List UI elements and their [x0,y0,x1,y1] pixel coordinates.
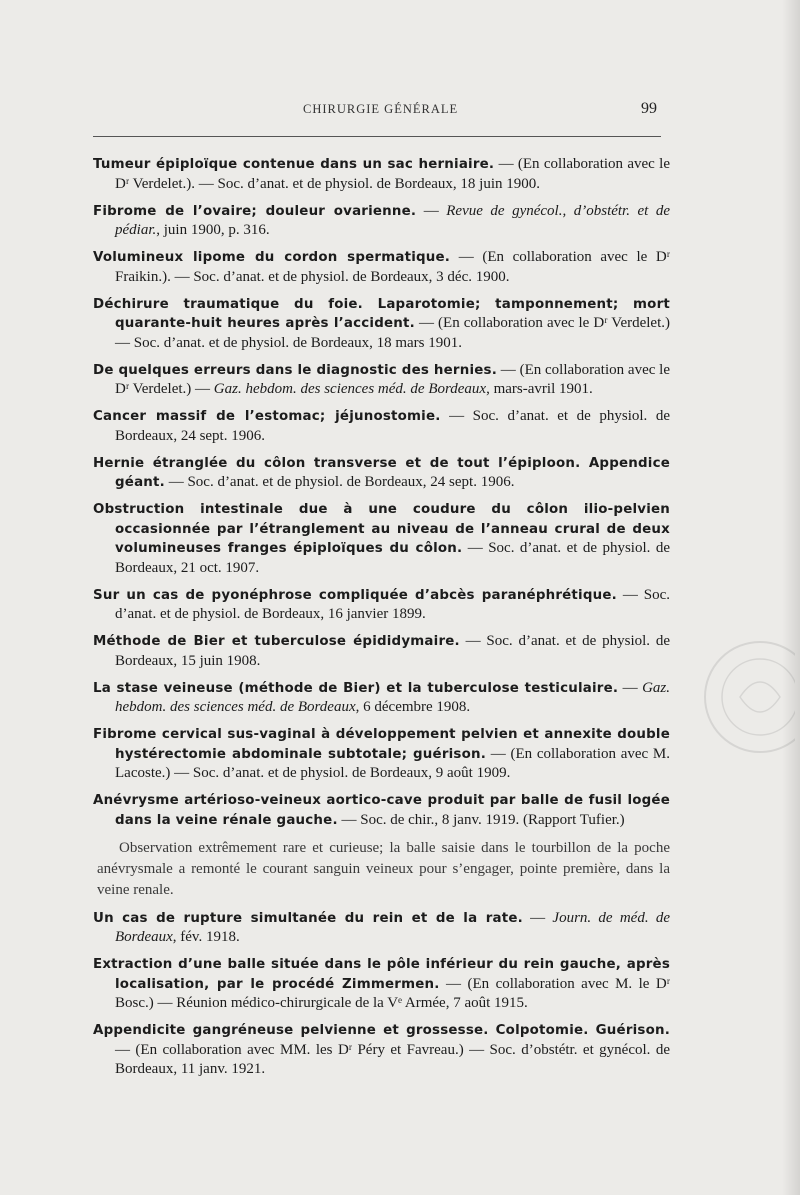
entry-details: — (En collaboration avec le Dʳ Fraikin.). — Soc. d’anat. et de physiol. de Bordeaux, 3 déc. 1900. [115,249,670,285]
entry-title: Tumeur épiploïque contenue dans un sac herniaire. [93,157,495,172]
entry-details: — Soc. d’anat. et de physiol. de Bordeaux, 16 janvier 1899. [115,586,670,622]
bibliography-entry [93,679,670,718]
entry-details: — Soc. d’anat. et de physiol. de Bordeaux, 24 sept. 1906. [164,474,515,490]
entry-details: — (En collaboration avec le Dʳ Verdelet.). — Soc. d’anat. et de physiol. de Bordeaux, 18 juin 1900. [115,156,670,192]
entry-date: , juin 1900, p. 316. [156,222,270,238]
observation-note: Observation extrêmement rare et curieuse; la balle saisie dans le tourbillon de la poche anévrysmale a remonté le courant sanguin veineux pour s’engager, pointe première, dans la veine renale. [97,839,670,898]
bibliography-list [93,155,670,1087]
entry-title: Extraction d’une balle située dans le pôle inférieur du rein gauche, après localisation, par le procédé Zimmermen. [93,957,670,992]
bibliography-entry [93,791,670,830]
entry-journal: Journ. de méd. de Bordeaux [115,909,670,945]
entry-title: Sur un cas de pyonéphrose compliquée d’abcès paranéphrétique. [93,587,617,603]
bibliography-entry [93,586,670,625]
entry-title: Cancer massif de l’estomac; jéjunostomie. [93,409,441,424]
bibliography-entry [93,632,670,671]
entry-details: — (En collaboration avec M. Lacoste.) — Soc. d’anat. et de physiol. de Bordeaux, 9 août 1909. [115,745,671,781]
entry-details: — [522,909,553,926]
bibliography-entry [93,248,670,287]
bibliography-entry [93,295,670,354]
entry-title: Hernie étranglée du côlon transverse et de tout l’épiploon. Appendice géant. [93,455,670,490]
entry-date: , fév. 1918. [172,929,240,945]
entry-details: — [618,679,643,696]
entry-title: Déchirure traumatique du foie. Laparotomie; tamponnement; mort quarante-huit heures après l’accident. [93,296,670,331]
entry-details: — Soc. d’anat. et de physiol. de Bordeaux, 21 oct. 1907. [115,540,670,576]
entry-details: — Soc. de chir., 8 janv. 1919. (Rapport Tufier.) [337,811,625,828]
entry-journal: Gaz. hebdom. des sciences méd. de Bordeaux [115,679,671,715]
page-number: 99 [641,100,657,117]
entry-title: Fibrome cervical sus-vaginal à développement pelvien et annexite double hystérectomie abdominale subtotale; guérison. [93,727,670,762]
bibliography-entry [93,407,670,446]
entry-title: Volumineux lipome du cordon spermatique. [93,250,451,265]
bibliography-entry [93,202,670,241]
bibliography-entry [93,454,670,493]
entry-details: — Soc. d’anat. et de physiol. de Bordeaux, 15 juin 1908. [115,633,670,669]
entry-details: — (En collaboration avec MM. les Dʳ Péry et Favreau.) — Soc. d’obstétr. et gynécol. de Bordeaux, 11 janv. 1921. [115,1041,670,1077]
bibliography-entry [93,725,670,784]
entry-title: Anévrysme artérioso-veineux aortico-cave produit par balle de fusil logée dans la veine rénale gauche. [93,793,670,828]
entry-title: Méthode de Bier et tuberculose épididymaire. [93,634,460,649]
entry-date: , 6 décembre 1908. [355,699,471,715]
bibliography-entry [93,1021,670,1080]
library-stamp-watermark [700,612,795,782]
entry-title: De quelques erreurs dans le diagnostic des hernies. [93,362,498,378]
entry-details: — (En collaboration avec le Dʳ Verdelet.) — [115,361,670,397]
entry-title: Fibrome de l’ovaire; douleur ovarienne. [93,203,417,219]
bibliography-entry [93,500,670,578]
entry-details: — (En collaboration avec M. le Dʳ Bosc.) — Réunion médico-chirurgicale de la Vᵉ Armée, 7 août 1915. [115,975,670,1011]
entry-details: — Soc. d’anat. et de physiol. de Bordeaux, 24 sept. 1906. [115,408,670,444]
header-rule [93,136,661,137]
entry-journal: Revue de gynécol., d’obstétr. et de pédiar. [115,202,670,238]
entry-title: La stase veineuse (méthode de Bier) et la tuberculose testiculaire. [93,680,619,696]
page-edge-shadow [782,0,800,1195]
entry-details: — (En collaboration avec le Dʳ Verdelet.) — Soc. d’anat. et de physiol. de Bordeaux, 18 mars 1901. [115,315,670,351]
entry-journal: Gaz. hebdom. des sciences méd. de Bordeaux [213,381,487,397]
entry-details: — [416,202,447,219]
bibliography-entry [93,909,670,948]
entry-title: Obstruction intestinale due à une coudure du côlon ilio-pelvien occasionnée par l’étranglement au niveau de l’anneau crural de deux volumineuses franges épiploïques du côlon. [93,502,670,556]
bibliography-entry [93,955,670,1014]
entry-title: Un cas de rupture simultanée du rein et de la rate. [93,910,523,926]
entry-date: , mars-avril 1901. [486,381,593,397]
running-title: CHIRURGIE GÉNÉRALE [303,102,459,116]
page-header [0,100,800,120]
bibliography-entry [93,361,670,400]
bibliography-entry [93,155,670,194]
entry-title: Appendicite gangréneuse pelvienne et grossesse. Colpotomie. Guérison. [93,1023,670,1038]
